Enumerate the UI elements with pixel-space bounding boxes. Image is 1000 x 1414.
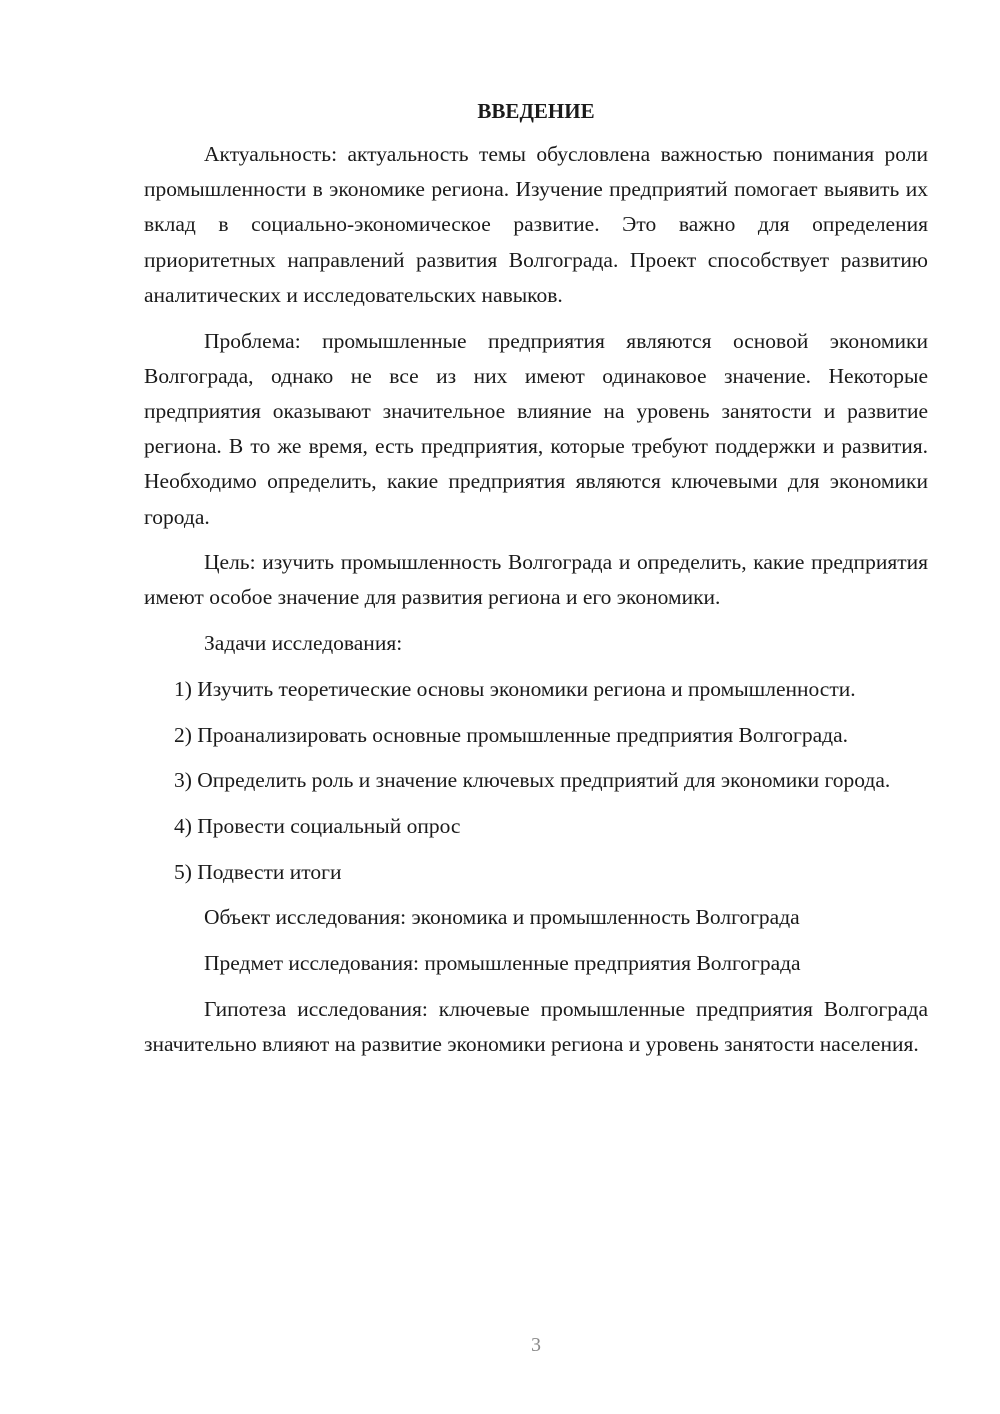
research-object: Объект исследования: экономика и промышленность Волгограда [204, 905, 800, 930]
task-item-4: 4) Провести социальный опрос [174, 813, 461, 838]
document-body [144, 96, 928, 1073]
task-item-2: 2) Проанализировать основные промышленные предприятия Волгограда. [174, 722, 849, 747]
task-item-1: 1) Изучить теоретические основы экономики региона и промышленности. [174, 676, 856, 701]
problem-paragraph: Проблема: промышленные предприятия являются основой экономики Волгограда, однако не все из них имеют одинаковое значение. Некоторые предприятия оказывают значительное влияние на уровень занятости и развитие региона. В то же время, есть предприятия, которые требуют поддержки и развития. Необходимо определить, какие предприятия являются ключевыми для экономики города. [144, 328, 928, 529]
section-title: ВВЕДЕНИЕ [477, 99, 595, 123]
tasks-heading: Задачи исследования: [204, 631, 403, 656]
research-hypothesis: Гипотеза исследования: ключевые промышленные предприятия Волгограда значительно влияют на развитие экономики региона и уровень занятости населения. [144, 996, 928, 1056]
relevance-paragraph: Актуальность: актуальность темы обусловлена важностью понимания роли промышленности в экономике региона. Изучение предприятий помогает выявить их вклад в социально-экономическое развитие. Это важно для определения приоритетных направлений развития Волгограда. Проект способствует развитию аналитических и исследовательских навыков. [144, 142, 928, 307]
page-number: 3 [531, 1334, 541, 1356]
task-item-3: 3) Определить роль и значение ключевых предприятий для экономики города. [174, 768, 891, 793]
research-subject: Предмет исследования: промышленные предприятия Волгограда [204, 951, 801, 976]
task-item-5: 5) Подвести итоги [174, 859, 342, 884]
goal-paragraph: Цель: изучить промышленность Волгограда и определить, какие предприятия имеют особое значение для развития региона и его экономики. [144, 550, 928, 610]
